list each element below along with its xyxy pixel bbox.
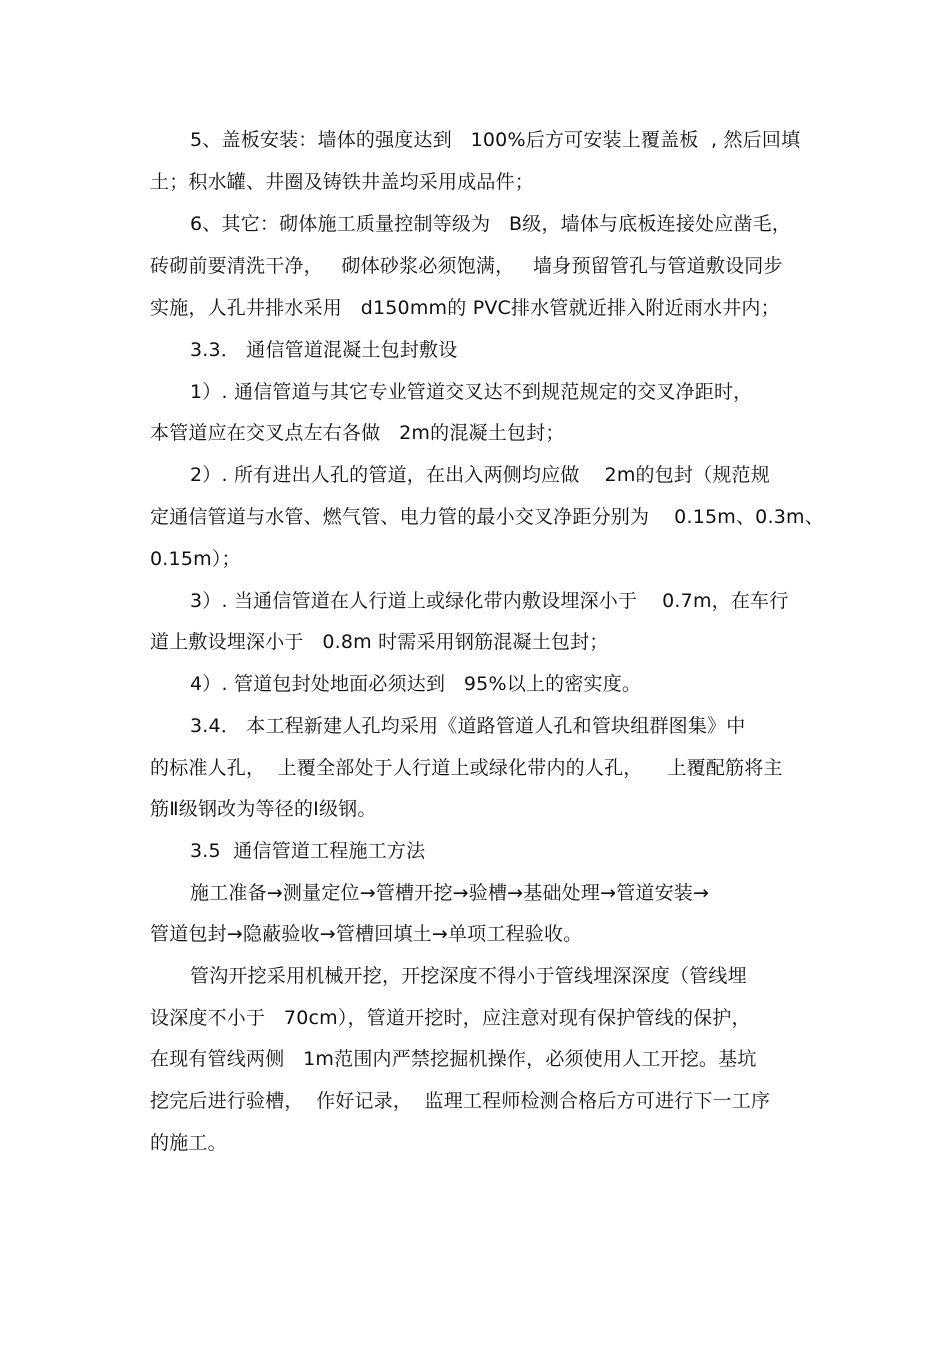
text-line: 筋Ⅱ级钢改为等径的Ⅰ级钢。 [150,798,377,820]
text-line: 6、其它：砌体施工质量控制等级为 B级，墙体与底板连接处应凿毛， [190,213,792,235]
text-line: 4）. 管道包封处地面必须达到 95%以上的密实度。 [190,673,642,695]
text-line: 道上敷设埋深小于 0.8m 时需采用钢筋混凝土包封； [150,631,609,653]
text-line: 3）. 当通信管道在人行道上或绿化带内敷设埋深小于 0.7m，在车行 [190,590,789,612]
section-heading: 3.4． 本工程新建人孔均采用《道路管道人孔和管块组群图集》中 [190,715,746,737]
text-line: 本管道应在交叉点左右各做 2m的混凝土包封； [150,422,565,444]
text-line: 5、盖板安装：墙体的强度达到 100%后方可安装上覆盖板 , 然后回填 [190,129,801,151]
text-line: 的施工。 [150,1132,227,1154]
section-heading: 3.5 通信管道工程施工方法 [190,840,426,862]
text-line: 土；积水罐、井圈及铸铁井盖均采用成品件； [150,171,535,193]
text-line: 设深度不小于 70cm），管道开挖时，应注意对现有保护管线的保护， [150,1007,751,1029]
text-line: 在现有管线两侧 1m范围内严禁挖掘机操作，必须使用人工开挖。基坑 [150,1048,757,1070]
text-line: 挖完后进行验槽， 作好记录， 监理工程师检测合格后方可进行下一工序 [150,1090,771,1112]
text-line: 的标准人孔， 上覆全部处于人行道上或绿化带内的人孔， 上覆配筋将主 [150,757,783,779]
text-line: 0.15m）； [150,548,241,570]
text-line: 施工准备→测量定位→管槽开挖→验槽→基础处理→管道安装→ [190,882,710,904]
section-heading: 3.3． 通信管道混凝土包封敷设 [190,339,458,361]
text-line: 2）. 所有进出人孔的管道，在出入两侧均应做 2m的包封（规范规 [190,464,770,486]
text-line: 实施，人孔井排水采用 d150mm的 PVC排水管就近排入附近雨水井内； [150,297,780,319]
text-line: 管沟开挖采用机械开挖，开挖深度不得小于管线埋深深度（管线埋 [190,965,747,987]
text-line: 1）. 通信管道与其它专业管道交叉达不到规范规定的交叉净距时， [190,381,753,403]
text-line: 定通信管道与水管、燃气管、电力管的最小交叉净距分别为 0.15m、0.3m、 [150,506,824,528]
text-line: 砖砌前要清洗干净， 砌体砂浆必须饱满， 墙身预留管孔与管道敷设同步 [150,255,783,277]
text-line: 管道包封→隐蔽验收→管槽回填土→单项工程验收。 [150,923,583,945]
